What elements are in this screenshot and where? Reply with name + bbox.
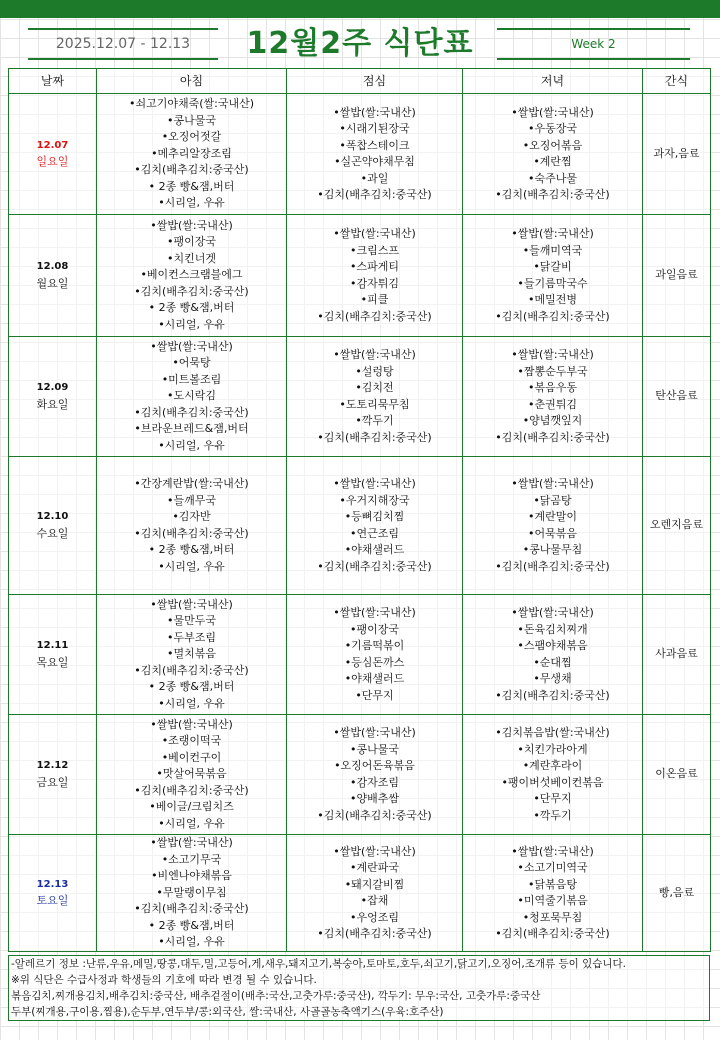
lunch-item: •연근조림 — [350, 526, 399, 540]
date-number: 12.11 — [36, 640, 69, 651]
breakfast-item: •도시락김 — [167, 389, 216, 403]
dinner-item: •김치볶음밥(쌀:국내산) — [495, 726, 610, 739]
breakfast-cell — [97, 715, 287, 835]
dinner-item: •순대찜 — [533, 655, 572, 669]
breakfast-cell — [97, 835, 287, 952]
dinner-item: •메밀전병 — [528, 293, 577, 306]
breakfast-item: •김치(배추김치:중국산) — [134, 284, 249, 298]
lunch-item: •쌀밥(쌀:국내산) — [333, 606, 416, 619]
dinner-item: •오징어볶음 — [522, 138, 583, 152]
lunch-item: •크림스프 — [350, 243, 399, 257]
lunch-item: •김치(배추김치:중국산) — [317, 808, 432, 822]
breakfast-item: •시리얼, 우유 — [158, 559, 225, 573]
lunch-cell — [287, 337, 463, 457]
lunch-item: •실곤약야채무침 — [334, 155, 415, 168]
breakfast-item: • 2종 빵&잼,버터 — [148, 179, 235, 193]
breakfast-item: • 2종 빵&잼,버터 — [148, 543, 235, 556]
lunch-item: •쌀밥(쌀:국내산) — [333, 348, 416, 361]
dinner-item: •콩나물무침 — [522, 543, 583, 556]
allergy-note: -알레르기 정보 :난류,우유,메밀,땅콩,대두,밀,고등어,게,새우,돼지고기,복숭아,토마토,호두,쇠고기,닭고기,오징어,조개류 등이 있습니다. — [11, 958, 626, 970]
breakfast-item: •소고기무국 — [161, 852, 222, 866]
dinner-item: •쌀밥(쌀:국내산) — [511, 348, 594, 361]
lunch-cell — [287, 715, 463, 835]
breakfast-item: •물만두국 — [167, 614, 216, 628]
day-of-week: 월요일 — [36, 276, 69, 290]
day-of-week: 일요일 — [36, 155, 69, 168]
lunch-item: •김치(배추김치:중국산) — [317, 188, 432, 201]
breakfast-item: •시리얼, 우유 — [158, 816, 225, 830]
day-row — [9, 457, 711, 595]
dinner-item: •돈육김치찌개 — [517, 622, 588, 636]
breakfast-item: •쌀밥(쌀:국내산) — [150, 597, 233, 611]
breakfast-item: •맛살어묵볶음 — [156, 767, 227, 781]
breakfast-item: • 2종 빵&잼,버터 — [148, 680, 235, 694]
breakfast-item: •무말랭이무침 — [156, 885, 227, 899]
dinner-item: •들깨미역국 — [522, 243, 583, 257]
date-number: 12.13 — [36, 878, 69, 890]
breakfast-item: •김치(배추김치:중국산) — [134, 405, 249, 419]
lunch-item: •김치전 — [355, 381, 394, 394]
snack-cell: 이온음료 — [643, 715, 711, 835]
dinner-item: •계란찜 — [533, 155, 572, 168]
day-row — [9, 337, 711, 457]
change-note: ※위 식단은 수급사정과 학생들의 기호에 따라 변경 될 수 있습니다. — [11, 974, 317, 986]
lunch-item: •김치(배추김치:중국산) — [317, 927, 432, 940]
lunch-item: •잡채 — [360, 894, 389, 907]
breakfast-item: •시리얼, 우유 — [158, 196, 225, 210]
dinner-item: •김치(배추김치:중국산) — [495, 559, 610, 573]
kimchi-origin-note: 볶음김치,찌개용김치,배추김치:중국산, 배추겉절이(배추:국산,고춧가루:중국산), 깍두기: 무우:국산, 고춧가루:중국산 — [11, 990, 541, 1002]
dinner-item: •우동장국 — [528, 122, 577, 135]
breakfast-item: •들깨무국 — [167, 493, 216, 507]
dinner-item: •김치(배추김치:중국산) — [495, 309, 610, 323]
dinner-item: •닭볶음탕 — [528, 877, 577, 891]
lunch-item: •스파게티 — [350, 260, 399, 273]
dinner-item: •양념깻잎지 — [522, 414, 583, 427]
lunch-item: •콩나물국 — [350, 742, 399, 756]
breakfast-item: •쌀밥(쌀:국내산) — [150, 339, 233, 353]
dinner-item: •닭갈비 — [533, 260, 572, 273]
dinner-cell — [463, 835, 643, 952]
breakfast-item: •시리얼, 우유 — [158, 438, 225, 452]
breakfast-cell — [97, 215, 287, 337]
lunch-item: •피클 — [360, 293, 389, 306]
meal-plan-table — [8, 68, 711, 952]
lunch-item: •김치(배추김치:중국산) — [317, 309, 432, 323]
lunch-item: •김치(배추김치:중국산) — [317, 559, 432, 573]
breakfast-item: •두부조림 — [167, 630, 216, 644]
snack-cell: 과일음료 — [643, 215, 711, 337]
lunch-item: •등뼈김치찜 — [344, 510, 405, 523]
day-row — [9, 835, 711, 952]
breakfast-item: •쌀밥(쌀:국내산) — [150, 717, 233, 731]
lunch-item: •폭찹스테이크 — [339, 138, 410, 152]
day-of-week: 토요일 — [36, 894, 69, 907]
date-number: 12.10 — [36, 511, 69, 522]
date-cell — [9, 94, 97, 215]
notes-section — [8, 955, 710, 1021]
breakfast-item: • 2종 빵&잼,버터 — [148, 918, 235, 932]
date-number: 12.07 — [36, 139, 69, 151]
breakfast-item: •시리얼, 우유 — [158, 696, 225, 710]
dinner-item: •김치(배추김치:중국산) — [495, 188, 610, 201]
dinner-item: •쌀밥(쌀:국내산) — [511, 227, 594, 240]
dinner-item: •치킨가라아게 — [517, 742, 588, 756]
dinner-item: •쌀밥(쌀:국내산) — [511, 105, 594, 119]
breakfast-item: •오징어젓갈 — [161, 130, 222, 144]
breakfast-item: •김치(배추김치:중국산) — [134, 783, 249, 797]
breakfast-item: •미트볼조림 — [161, 372, 222, 386]
lunch-item: •쌀밥(쌀:국내산) — [333, 726, 416, 739]
breakfast-item: •멸치볶음 — [167, 647, 216, 661]
column-header-dinner: 저녁 — [463, 69, 643, 94]
lunch-item: •과일 — [360, 171, 389, 185]
lunch-item: •쌀밥(쌀:국내산) — [333, 227, 416, 240]
breakfast-item: •메추리알장조림 — [151, 146, 232, 160]
lunch-item: •오징어돈육볶음 — [334, 759, 415, 772]
lunch-item: •쌀밥(쌀:국내산) — [333, 477, 416, 490]
breakfast-item: •김자반 — [172, 510, 211, 523]
breakfast-item: •조랭이떡국 — [161, 734, 222, 748]
breakfast-item: •간장계란밥(쌀:국내산) — [134, 477, 249, 490]
date-cell — [9, 835, 97, 952]
dinner-item: •김치(배추김치:중국산) — [495, 927, 610, 940]
lunch-cell — [287, 835, 463, 952]
lunch-item: •단무지 — [355, 688, 394, 702]
dinner-item: •계란후라이 — [522, 759, 583, 772]
breakfast-item: •브라운브레드&잼,버터 — [134, 422, 249, 436]
snack-cell: 오렌지음료 — [643, 457, 711, 595]
date-number: 12.12 — [36, 760, 69, 771]
header-row — [9, 69, 711, 94]
breakfast-item: •베이컨스크램블에그 — [140, 268, 243, 282]
dinner-item: •숙주나물 — [528, 171, 577, 185]
lunch-item: •팽이장국 — [350, 622, 399, 636]
column-header-breakfast: 아침 — [97, 69, 287, 94]
breakfast-item: •김치(배추김치:중국산) — [134, 163, 249, 177]
lunch-item: •김치(배추김치:중국산) — [317, 430, 432, 444]
lunch-item: •시래기된장국 — [339, 122, 410, 135]
breakfast-cell — [97, 337, 287, 457]
lunch-cell — [287, 215, 463, 337]
breakfast-item: •김치(배추김치:중국산) — [134, 902, 249, 916]
dinner-item: •깍두기 — [533, 808, 572, 822]
snack-cell: 과자,음료 — [643, 94, 711, 215]
day-of-week: 금요일 — [36, 775, 69, 789]
dinner-item: •어묵볶음 — [528, 526, 577, 540]
lunch-item: •등심돈까스 — [344, 655, 405, 669]
lunch-item: •쌀밥(쌀:국내산) — [333, 105, 416, 119]
ingredient-origin-note: 두부(찌개용,구이용,찜용),순두부,연두부/콩:외국산, 쌀:국내산, 사골골농축액기스(우육:호주산) — [11, 1006, 444, 1018]
day-row — [9, 215, 711, 337]
dinner-item: •무생채 — [533, 672, 572, 685]
lunch-item: •돼지갈비찜 — [344, 877, 405, 891]
lunch-item: •감자튀김 — [350, 276, 399, 290]
dinner-cell — [463, 94, 643, 215]
lunch-cell — [287, 94, 463, 215]
lunch-item: •도토리묵무침 — [339, 397, 410, 411]
lunch-item: •기름떡볶이 — [344, 639, 405, 652]
date-number: 12.08 — [36, 261, 69, 272]
lunch-item: •설렁탕 — [355, 364, 394, 378]
breakfast-item: •콩나물국 — [167, 113, 216, 127]
lunch-item: •감자조림 — [350, 775, 399, 789]
breakfast-item: •베이글/크림치즈 — [149, 800, 234, 814]
column-header-lunch: 점심 — [287, 69, 463, 94]
day-row — [9, 715, 711, 835]
date-cell — [9, 715, 97, 835]
dinner-item: •쌀밥(쌀:국내산) — [511, 606, 594, 619]
dinner-item: •청포묵무침 — [522, 910, 583, 924]
breakfast-item: •시리얼, 우유 — [158, 317, 225, 331]
dinner-item: •짬뽕순두부국 — [517, 364, 588, 378]
dinner-cell — [463, 595, 643, 715]
breakfast-item: •비엔나야채볶음 — [151, 869, 232, 883]
lunch-item: •깍두기 — [355, 414, 394, 427]
dinner-item: •김치(배추김치:중국산) — [495, 430, 610, 444]
dinner-item: •쌀밥(쌀:국내산) — [511, 844, 594, 858]
dinner-item: •계란말이 — [528, 510, 577, 523]
breakfast-item: •치킨너겟 — [167, 251, 216, 265]
lunch-item: •야채샐러드 — [344, 543, 405, 556]
dinner-cell — [463, 215, 643, 337]
snack-cell: 사과음료 — [643, 595, 711, 715]
breakfast-cell — [97, 595, 287, 715]
day-row — [9, 595, 711, 715]
dinner-item: •소고기미역국 — [517, 861, 588, 874]
snack-cell: 탄산음료 — [643, 337, 711, 457]
breakfast-cell — [97, 94, 287, 215]
breakfast-item: •베이컨구이 — [161, 750, 222, 764]
dinner-item: •팽이버섯베이컨볶음 — [501, 775, 604, 789]
breakfast-item: •팽이장국 — [167, 235, 216, 249]
date-number: 12.09 — [36, 382, 69, 393]
day-of-week: 화요일 — [36, 397, 69, 411]
day-row — [9, 94, 711, 215]
dinner-cell — [463, 715, 643, 835]
dinner-item: •김치(배추김치:중국산) — [495, 688, 610, 702]
dinner-cell — [463, 337, 643, 457]
lunch-item: •계란파국 — [350, 861, 399, 874]
date-range: 2025.12.07 - 12.13 — [28, 28, 218, 60]
lunch-cell — [287, 457, 463, 595]
breakfast-item: •김치(배추김치:중국산) — [134, 526, 249, 540]
breakfast-item: • 2종 빵&잼,버터 — [148, 301, 235, 315]
breakfast-cell — [97, 457, 287, 595]
lunch-item: •양배추쌈 — [350, 792, 399, 805]
lunch-item: •야채샐러드 — [344, 672, 405, 685]
breakfast-item: •어묵탕 — [172, 356, 211, 370]
lunch-item: •우엉조림 — [350, 910, 399, 924]
lunch-item: •쌀밥(쌀:국내산) — [333, 844, 416, 858]
day-of-week: 수요일 — [36, 526, 69, 540]
date-cell — [9, 457, 97, 595]
breakfast-item: •김치(배추김치:중국산) — [134, 663, 249, 677]
breakfast-item: •쇠고기야채죽(쌀:국내산) — [128, 97, 255, 111]
dinner-cell — [463, 457, 643, 595]
page-title: 12월2주 식단표 — [246, 26, 474, 61]
date-cell — [9, 215, 97, 337]
breakfast-item: •시리얼, 우유 — [158, 935, 225, 949]
dinner-item: •미역줄기볶음 — [517, 894, 588, 907]
date-cell — [9, 337, 97, 457]
breakfast-item: •쌀밥(쌀:국내산) — [150, 836, 233, 850]
snack-cell: 빵,음료 — [643, 835, 711, 952]
breakfast-item: •쌀밥(쌀:국내산) — [150, 218, 233, 232]
week-label: Week 2 — [497, 28, 690, 60]
dinner-item: •볶음우동 — [528, 381, 577, 394]
top-accent-bar — [0, 0, 720, 18]
dinner-item: •들기름막국수 — [517, 276, 588, 290]
column-header-date: 날짜 — [9, 69, 97, 94]
dinner-item: •스팸야채볶음 — [517, 639, 588, 652]
day-of-week: 목요일 — [36, 655, 69, 669]
dinner-item: •춘권튀김 — [528, 397, 577, 411]
dinner-item: •쌀밥(쌀:국내산) — [511, 477, 594, 490]
column-header-snack: 간식 — [643, 69, 711, 94]
meal-plan-body — [9, 94, 711, 952]
dinner-item: •닭곰탕 — [533, 493, 572, 507]
dinner-item: •단무지 — [533, 792, 572, 805]
lunch-cell — [287, 595, 463, 715]
date-cell — [9, 595, 97, 715]
lunch-item: •우거지해장국 — [339, 493, 410, 507]
